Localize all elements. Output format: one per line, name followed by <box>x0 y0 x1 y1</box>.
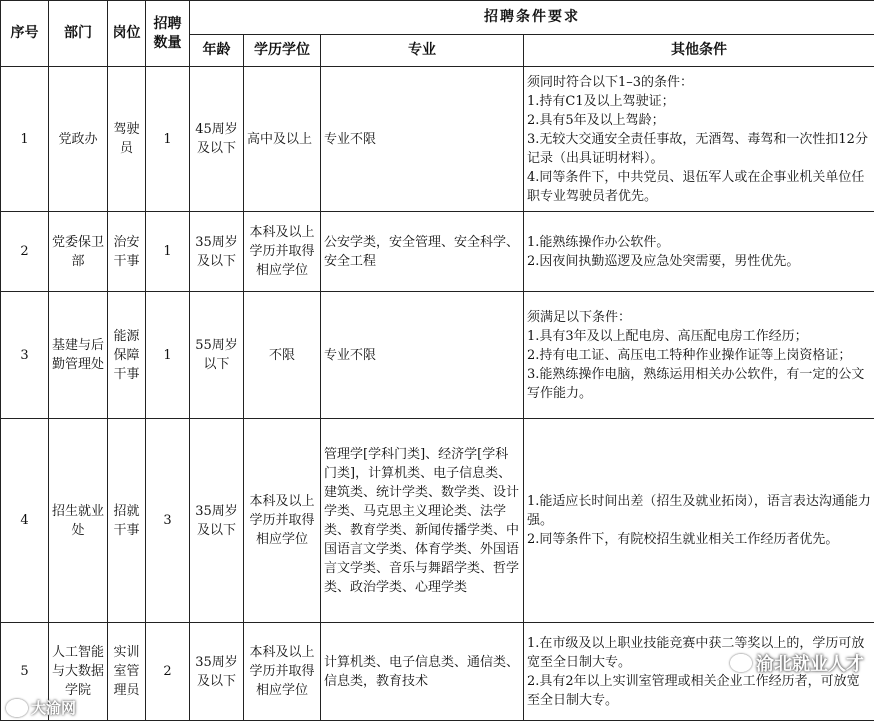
row-dept: 人工智能与大数据学院 <box>49 623 108 721</box>
row-seq: 2 <box>1 212 49 292</box>
header-other: 其他条件 <box>524 35 874 67</box>
row-edu: 本科及以上学历并取得相应学位 <box>244 623 321 721</box>
header-age: 年龄 <box>190 35 244 67</box>
row-other <box>524 419 874 623</box>
watermark-right <box>730 650 864 676</box>
row-dept: 基建与后勤管理处 <box>49 292 108 419</box>
other-line: 须满足以下条件： <box>527 308 871 327</box>
row-major: 专业不限 <box>321 67 524 212</box>
other-line: 1.能适应长时间出差（招生及就业拓岗），语言表达沟通能力强。 <box>527 492 871 530</box>
other-line: 1.持有C1及以上驾驶证； <box>527 92 871 111</box>
row-dept: 党政办 <box>49 67 108 212</box>
other-line: 2.因夜间执勤巡逻及应急处突需要，男性优先。 <box>527 252 871 271</box>
other-line: 2.具有2年以上实训室管理或相关企业工作经历者，可放宽至全日制大专。 <box>527 672 871 710</box>
row-count: 2 <box>146 623 190 721</box>
row-other <box>524 67 874 212</box>
row-dept: 招生就业处 <box>49 419 108 623</box>
row-other <box>524 212 874 292</box>
row-post: 实训室管理员 <box>108 623 146 721</box>
table-row <box>1 292 874 419</box>
row-count: 1 <box>146 67 190 212</box>
row-age: 45周岁及以下 <box>190 67 244 212</box>
table-row <box>1 419 874 623</box>
row-post: 能源保障干事 <box>108 292 146 419</box>
row-other <box>524 292 874 419</box>
row-seq: 4 <box>1 419 49 623</box>
other-line: 2.同等条件下，有院校招生就业相关工作经历者优先。 <box>527 530 871 549</box>
watermark-left-text: 大渝网 <box>31 697 76 718</box>
header-major: 专业 <box>321 35 524 67</box>
row-major: 公安学类，安全管理、安全科学、安全工程 <box>321 212 524 292</box>
other-line: 2.具有5年及以上驾龄； <box>527 111 871 130</box>
header-post: 岗位 <box>108 1 146 67</box>
other-line: 1.在市级及以上职业技能竞赛中获二等奖以上的，学历可放宽至全日制大专。 <box>527 634 871 672</box>
other-line: 3.能熟练操作电脑，熟练运用相关办公软件，有一定的公文写作能力。 <box>527 365 871 403</box>
row-edu: 高中及以上 <box>244 67 321 212</box>
row-seq: 1 <box>1 67 49 212</box>
other-line: 须同时符合以下1–3的条件： <box>527 73 871 92</box>
row-post: 驾驶员 <box>108 67 146 212</box>
table-row <box>1 212 874 292</box>
other-line: 1.具有3年及以上配电房、高压配电房工作经历； <box>527 327 871 346</box>
header-count: 招聘数量 <box>146 1 190 67</box>
header-seq: 序号 <box>1 1 49 67</box>
header-dept: 部门 <box>49 1 108 67</box>
other-line: 4.同等条件下，中共党员、退伍军人或在企事业机关单位任职专业驾驶员者优先。 <box>527 168 871 206</box>
row-post: 招就干事 <box>108 419 146 623</box>
other-line: 3.无较大交通安全责任事故，无酒驾、毒驾和一次性扣12分记录（出具证明材料）。 <box>527 130 871 168</box>
row-edu: 不限 <box>244 292 321 419</box>
row-count: 1 <box>146 212 190 292</box>
row-seq: 3 <box>1 292 49 419</box>
row-post: 治安干事 <box>108 212 146 292</box>
watermark-right-text: 渝北就业人才 <box>756 650 864 676</box>
row-major: 计算机类、电子信息类、通信类、信息类，教育技术 <box>321 623 524 721</box>
header-row-top <box>1 1 874 35</box>
row-age: 55周岁以下 <box>190 292 244 419</box>
row-edu: 本科及以上学历并取得相应学位 <box>244 419 321 623</box>
row-age: 35周岁及以下 <box>190 419 244 623</box>
header-edu: 学历学位 <box>244 35 321 67</box>
other-line: 1.能熟练操作办公软件。 <box>527 233 871 252</box>
row-edu: 本科及以上学历并取得相应学位 <box>244 212 321 292</box>
logo-icon <box>6 699 28 717</box>
table-row <box>1 67 874 212</box>
row-seq: 5 <box>1 623 49 721</box>
row-dept: 党委保卫部 <box>49 212 108 292</box>
row-count: 3 <box>146 419 190 623</box>
other-line: 2.持有电工证、高压电工特种作业操作证等上岗资格证； <box>527 346 871 365</box>
watermark-left <box>6 697 76 718</box>
row-age: 35周岁及以下 <box>190 212 244 292</box>
wechat-icon <box>730 654 752 672</box>
header-requirements: 招聘条件要求 <box>190 1 874 35</box>
row-major: 管理学[学科门类]、经济学[学科门类]，计算机类、电子信息类、建筑类、统计学类、数学类、设计学类、马克思主义理论类、法学类、教育学类、新闻传播学类、中国语言文学类、体育学类、外国语言文学类、音乐与舞蹈学类、哲学类、政治学类、心理学类 <box>321 419 524 623</box>
row-count: 1 <box>146 292 190 419</box>
row-age: 35周岁及以下 <box>190 623 244 721</box>
row-major: 专业不限 <box>321 292 524 419</box>
